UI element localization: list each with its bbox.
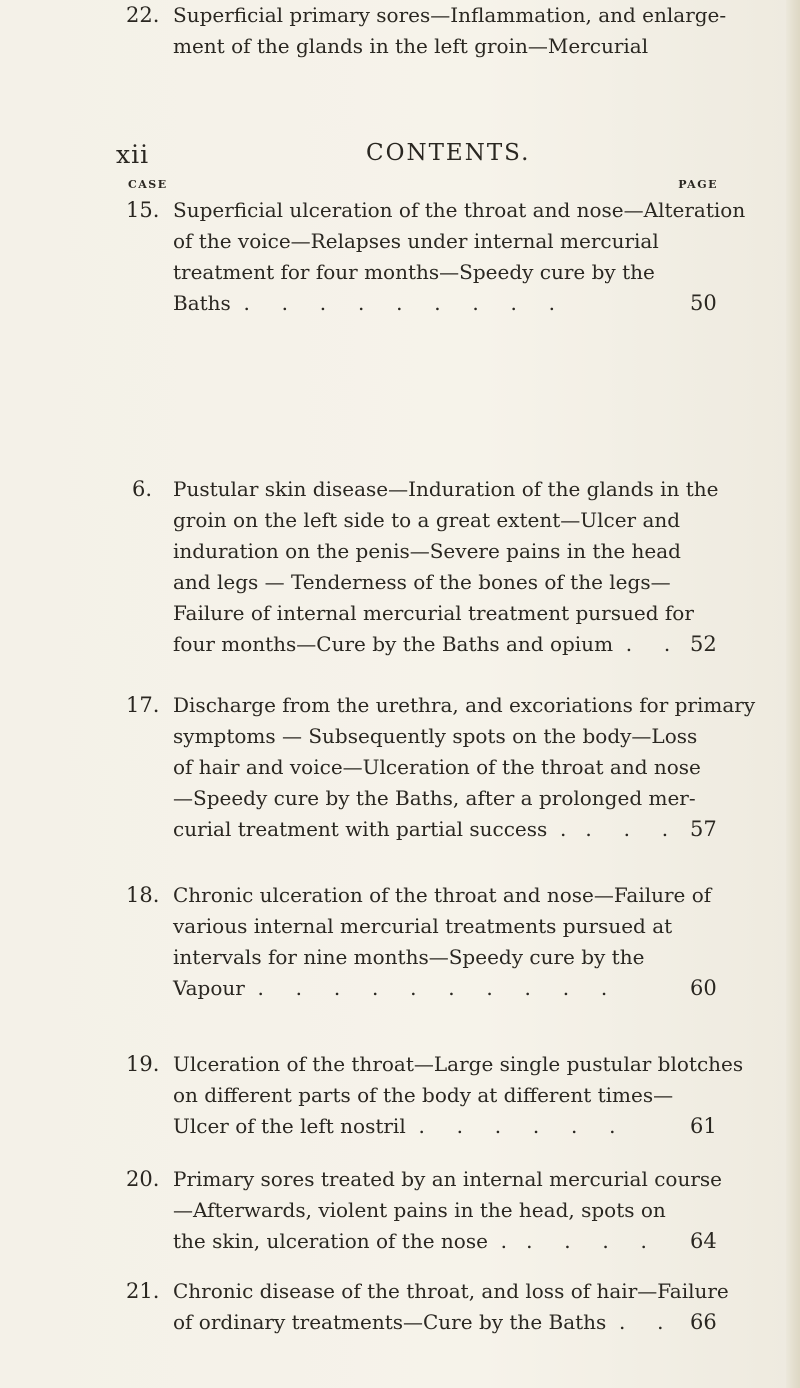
entry-text-line: of hair and voice—Ulceration of the throat and nose bbox=[173, 755, 701, 779]
entry-text-line: —Afterwards, violent pains in the head, spots on bbox=[173, 1198, 666, 1222]
page-reference: 61 bbox=[690, 1114, 717, 1138]
running-header bbox=[108, 140, 708, 170]
page-reference: 57 bbox=[690, 817, 717, 841]
case-number: 20. bbox=[126, 1167, 160, 1191]
page-reference: 66 bbox=[690, 1310, 717, 1334]
entry-text-line: curial treatment with partial success . . . . bbox=[173, 817, 669, 841]
entry-text-line: Baths . . . . . . . . . bbox=[173, 291, 556, 315]
contents-entry bbox=[0, 1276, 800, 1338]
entry-text-line: Chronic disease of the throat, and loss of hair—Failure bbox=[173, 1279, 729, 1303]
page-reference: 64 bbox=[690, 1229, 717, 1253]
entry-text-line: Superficial ulceration of the throat and nose—Alteration bbox=[173, 198, 746, 222]
contents-entry bbox=[0, 195, 800, 319]
entry-text-line: —Speedy cure by the Baths, after a prolonged mer- bbox=[173, 786, 696, 810]
column-headings bbox=[128, 178, 718, 194]
contents-entry bbox=[0, 690, 800, 845]
case-number: 18. bbox=[126, 883, 160, 907]
entry-text-line: symptoms — Subsequently spots on the body—Loss bbox=[173, 724, 698, 748]
entry-text-line: treatment for four months—Speedy cure by the bbox=[173, 260, 655, 284]
entry-text-line: Superficial primary sores—Inflammation, and enlarge- bbox=[173, 3, 727, 27]
entry-text-line: ment of the glands in the left groin—Mercurial bbox=[173, 34, 649, 58]
entry-text-line: on different parts of the body at different times— bbox=[173, 1083, 674, 1107]
case-number: 21. bbox=[126, 1279, 160, 1303]
case-number: 19. bbox=[126, 1052, 160, 1076]
entry-text-line: the skin, ulceration of the nose . . . . . bbox=[173, 1229, 647, 1253]
entry-text-line: Vapour . . . . . . . . . . bbox=[173, 976, 608, 1000]
page-column-label: PAGE bbox=[678, 178, 718, 191]
entry-text-line: groin on the left side to a great extent—Ulcer and bbox=[173, 508, 681, 532]
case-number: 6. bbox=[132, 477, 153, 501]
case-number: 22. bbox=[126, 3, 160, 27]
contents-entry bbox=[0, 1049, 800, 1142]
entry-text-line: of ordinary treatments—Cure by the Baths . . bbox=[173, 1310, 664, 1334]
entry-text-line: Chronic ulceration of the throat and nose—Failure of bbox=[173, 883, 712, 907]
case-column-label: CASE bbox=[128, 178, 168, 191]
contents-entry bbox=[0, 0, 800, 62]
page-reference: 60 bbox=[690, 976, 717, 1000]
case-number: 17. bbox=[126, 693, 160, 717]
entry-text-line: four months—Cure by the Baths and opium . . bbox=[173, 632, 671, 656]
entry-text-line: Pustular skin disease—Induration of the glands in the bbox=[173, 477, 719, 501]
entry-text-line: intervals for nine months—Speedy cure by the bbox=[173, 945, 645, 969]
contents-entry bbox=[0, 880, 800, 1004]
entry-text-line: Primary sores treated by an internal mercurial course bbox=[173, 1167, 722, 1191]
page-number: xii bbox=[116, 140, 150, 169]
entry-text-line: Ulcer of the left nostril . . . . . . bbox=[173, 1114, 616, 1138]
contents-entry bbox=[0, 474, 800, 660]
case-number: 15. bbox=[126, 198, 160, 222]
page-reference: 52 bbox=[690, 632, 717, 656]
contents-entry bbox=[0, 1164, 800, 1257]
entry-text-line: induration on the penis—Severe pains in the head bbox=[173, 539, 681, 563]
entry-text-line: Discharge from the urethra, and excoriations for primary bbox=[173, 693, 756, 717]
entry-text-line: Failure of internal mercurial treatment pursued for bbox=[173, 601, 694, 625]
entry-text-line: Ulceration of the throat—Large single pustular blotches bbox=[173, 1052, 744, 1076]
page-reference: 50 bbox=[690, 291, 717, 315]
entry-text-line: of the voice—Relapses under internal mercurial bbox=[173, 229, 659, 253]
entry-text-line: various internal mercurial treatments pursued at bbox=[173, 914, 673, 938]
running-title: CONTENTS. bbox=[366, 140, 531, 166]
entry-text-line: and legs — Tenderness of the bones of the legs— bbox=[173, 570, 671, 594]
